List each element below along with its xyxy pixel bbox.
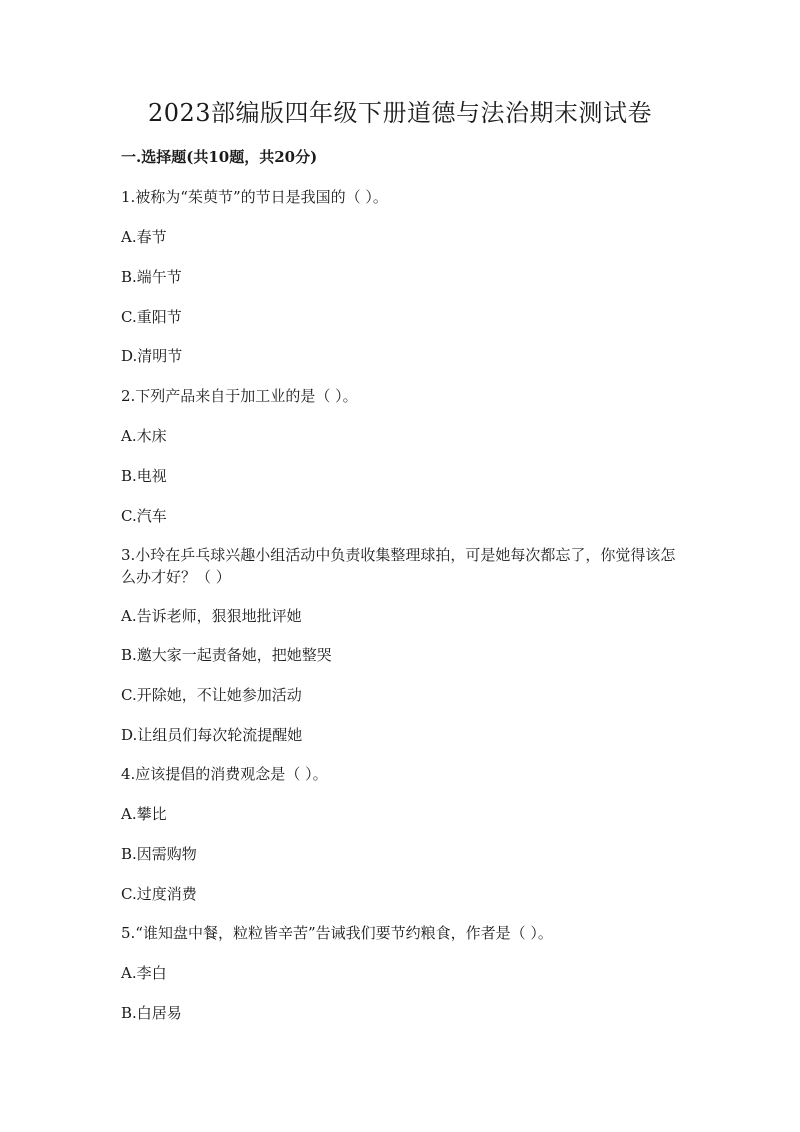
question-1-option-a: A.春节 — [121, 228, 167, 246]
question-4-option-b: B.因需购物 — [121, 845, 197, 863]
question-5-option-a: A.李白 — [121, 964, 167, 982]
question-3-option-b: B.邀大家一起责备她，把她整哭 — [121, 646, 332, 664]
question-4-option-c: C.过度消费 — [121, 885, 197, 903]
question-2-stem: 2.下列产品来自于加工业的是（ ）。 — [121, 387, 358, 405]
question-5-option-b: B.白居易 — [121, 1004, 182, 1022]
question-1-option-c: C.重阳节 — [121, 308, 182, 326]
section-heading: 一.选择题(共10题，共20分) — [121, 148, 318, 166]
question-1-stem: 1.被称为“茱萸节”的节日是我国的（ ）。 — [121, 188, 388, 206]
question-3-stem: 3.小玲在乒乓球兴趣小组活动中负责收集整理球拍，可是她每次都忘了，你觉得该怎么办才好？（ ） — [121, 546, 676, 586]
page-title: 2023部编版四年级下册道德与法治期末测试卷 — [147, 99, 653, 127]
question-1-option-b: B.端午节 — [121, 268, 182, 286]
question-3-option-c: C.开除她，不让她参加活动 — [121, 686, 302, 704]
question-4-stem: 4.应该提倡的消费观念是（ ）。 — [121, 765, 328, 783]
question-3-option-a: A.告诉老师，狠狠地批评她 — [121, 607, 302, 625]
question-2-option-b: B.电视 — [121, 467, 167, 485]
question-3-option-d: D.让组员们每次轮流提醒她 — [121, 726, 303, 744]
question-5-stem: 5.“谁知盘中餐，粒粒皆辛苦”告诫我们要节约粮食，作者是（ ）。 — [121, 924, 553, 942]
question-2-option-c: C.汽车 — [121, 507, 167, 525]
question-2-option-a: A.木床 — [121, 427, 167, 445]
question-1-option-d: D.清明节 — [121, 347, 183, 365]
question-4-option-a: A.攀比 — [121, 805, 167, 823]
